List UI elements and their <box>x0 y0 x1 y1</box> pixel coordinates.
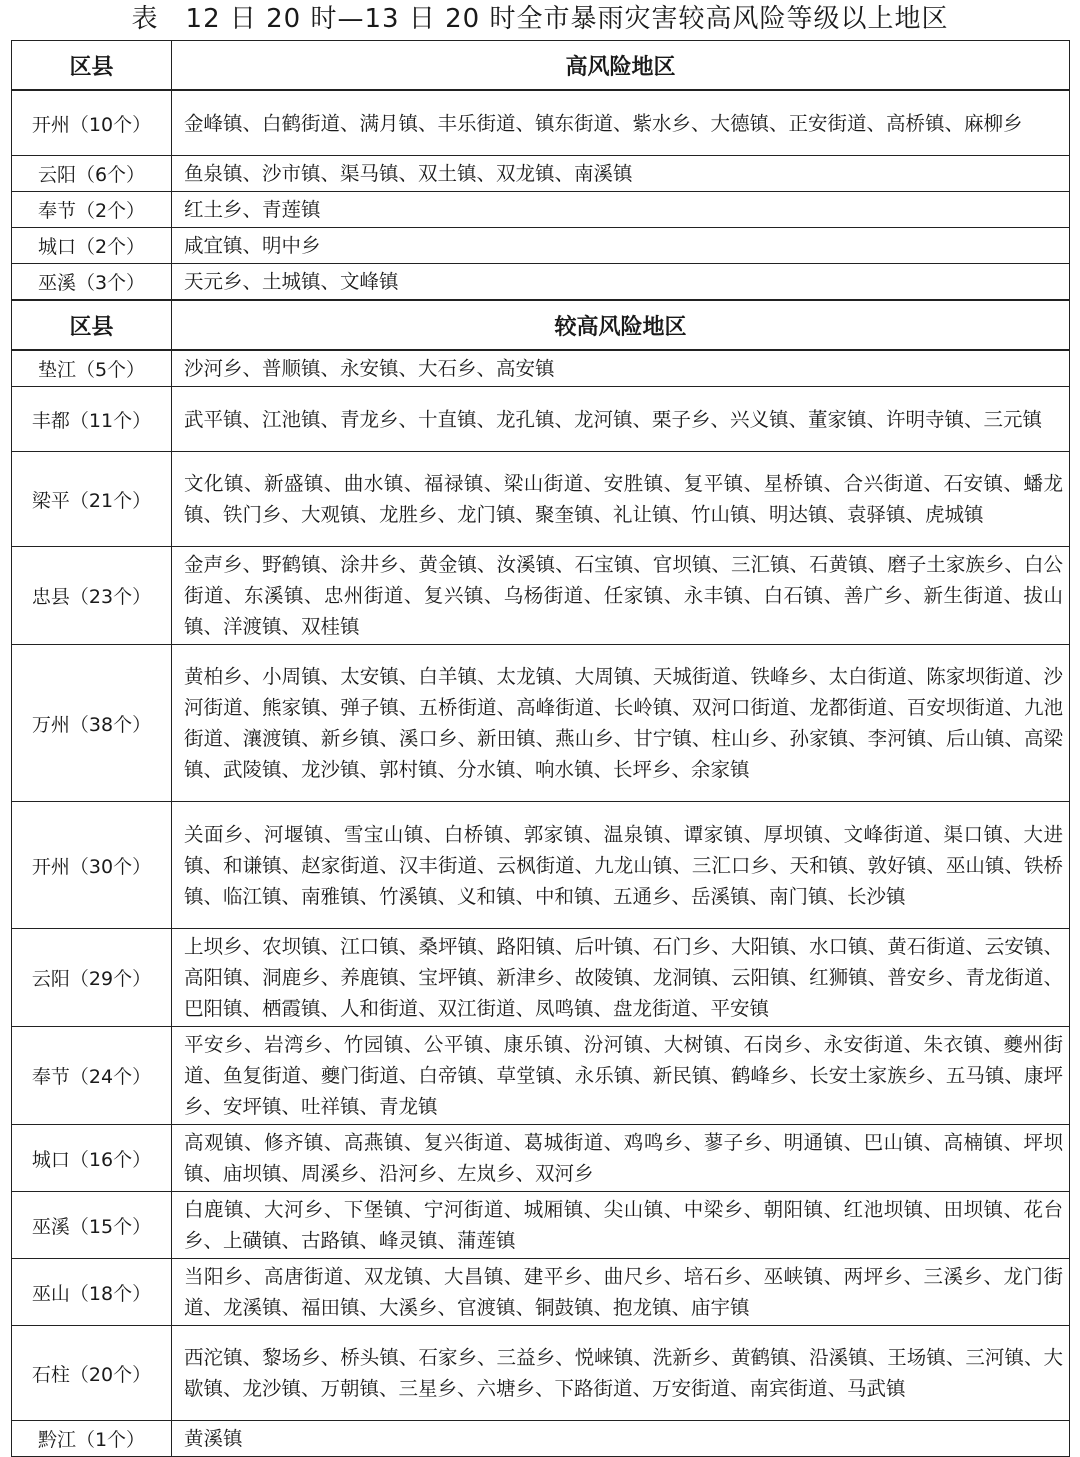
table-row <box>12 1125 1070 1192</box>
areas-cell: 黄溪镇 <box>172 1421 1070 1457</box>
areas-cell: 天元乡、土城镇、文峰镇 <box>172 264 1070 301</box>
district-cell: 丰都（11个） <box>12 387 172 452</box>
table-row <box>12 1192 1070 1259</box>
table-row <box>12 1027 1070 1125</box>
areas-cell: 平安乡、岩湾乡、竹园镇、公平镇、康乐镇、汾河镇、大树镇、石岗乡、永安街道、朱衣镇、夔州街道、鱼复街道、夔门街道、白帝镇、草堂镇、永乐镇、新民镇、鹤峰乡、长安土家族乡、五马镇、康坪乡、安坪镇、吐祥镇、青龙镇 <box>172 1027 1070 1125</box>
district-cell: 云阳（6个） <box>12 156 172 192</box>
district-cell: 城口（2个） <box>12 228 172 264</box>
table-row <box>12 350 1070 387</box>
areas-cell: 关面乡、河堰镇、雪宝山镇、白桥镇、郭家镇、温泉镇、谭家镇、厚坝镇、文峰街道、渠口镇、大进镇、和谦镇、赵家街道、汉丰街道、云枫街道、九龙山镇、三汇口乡、天和镇、敦好镇、巫山镇、铁桥镇、临江镇、南雅镇、竹溪镇、义和镇、中和镇、五通乡、岳溪镇、南门镇、长沙镇 <box>172 802 1070 929</box>
table-row <box>12 802 1070 929</box>
table-row <box>12 90 1070 156</box>
table-row <box>12 264 1070 301</box>
column-header-risk-level: 较高风险地区 <box>172 300 1070 350</box>
district-cell: 奉节（2个） <box>12 192 172 228</box>
table-row <box>12 645 1070 802</box>
district-cell: 垫江（5个） <box>12 350 172 387</box>
areas-cell: 金峰镇、白鹤街道、满月镇、丰乐街道、镇东街道、紫水乡、大德镇、正安街道、高桥镇、麻柳乡 <box>172 90 1070 156</box>
areas-cell: 金声乡、野鹤镇、涂井乡、黄金镇、汝溪镇、石宝镇、官坝镇、三汇镇、石黄镇、磨子土家族乡、白公街道、东溪镇、忠州街道、复兴镇、乌杨街道、任家镇、永丰镇、白石镇、善广乡、新生街道、拔山镇、洋渡镇、双桂镇 <box>172 547 1070 645</box>
table-row <box>12 929 1070 1027</box>
areas-cell: 白鹿镇、大河乡、下堡镇、宁河街道、城厢镇、尖山镇、中梁乡、朝阳镇、红池坝镇、田坝镇、花台乡、上磺镇、古路镇、峰灵镇、蒲莲镇 <box>172 1192 1070 1259</box>
risk-area-table <box>11 40 1070 1457</box>
district-cell: 石柱（20个） <box>12 1326 172 1421</box>
column-header-risk-level: 高风险地区 <box>172 41 1070 91</box>
section-header-row <box>12 300 1070 350</box>
areas-cell: 上坝乡、农坝镇、江口镇、桑坪镇、路阳镇、后叶镇、石门乡、大阳镇、水口镇、黄石街道、云安镇、高阳镇、洞鹿乡、养鹿镇、宝坪镇、新津乡、故陵镇、龙洞镇、云阳镇、红狮镇、普安乡、青龙街道、巴阳镇、栖霞镇、人和街道、双江街道、凤鸣镇、盘龙街道、平安镇 <box>172 929 1070 1027</box>
district-cell: 万州（38个） <box>12 645 172 802</box>
table-row <box>12 547 1070 645</box>
district-cell: 黔江（1个） <box>12 1421 172 1457</box>
areas-cell: 文化镇、新盛镇、曲水镇、福禄镇、梁山街道、安胜镇、复平镇、星桥镇、合兴街道、石安镇、蟠龙镇、铁门乡、大观镇、龙胜乡、龙门镇、聚奎镇、礼让镇、竹山镇、明达镇、袁驿镇、虎城镇 <box>172 452 1070 547</box>
district-cell: 开州（10个） <box>12 90 172 156</box>
column-header-district: 区县 <box>12 300 172 350</box>
areas-cell: 咸宜镇、明中乡 <box>172 228 1070 264</box>
district-cell: 巫溪（15个） <box>12 1192 172 1259</box>
areas-cell: 西沱镇、黎场乡、桥头镇、石家乡、三益乡、悦崃镇、洗新乡、黄鹤镇、沿溪镇、王场镇、三河镇、大歇镇、龙沙镇、万朝镇、三星乡、六塘乡、下路街道、万安街道、南宾街道、马武镇 <box>172 1326 1070 1421</box>
column-header-district: 区县 <box>12 41 172 91</box>
district-cell: 巫溪（3个） <box>12 264 172 301</box>
areas-cell: 红土乡、青莲镇 <box>172 192 1070 228</box>
table-row <box>12 452 1070 547</box>
areas-cell: 武平镇、江池镇、青龙乡、十直镇、龙孔镇、龙河镇、栗子乡、兴义镇、董家镇、许明寺镇、三元镇 <box>172 387 1070 452</box>
district-cell: 开州（30个） <box>12 802 172 929</box>
areas-cell: 高观镇、修齐镇、高燕镇、复兴街道、葛城街道、鸡鸣乡、蓼子乡、明通镇、巴山镇、高楠镇、坪坝镇、庙坝镇、周溪乡、沿河乡、左岚乡、双河乡 <box>172 1125 1070 1192</box>
table-row <box>12 387 1070 452</box>
table-row <box>12 228 1070 264</box>
table-row <box>12 1259 1070 1326</box>
areas-cell: 当阳乡、高唐街道、双龙镇、大昌镇、建平乡、曲尺乡、培石乡、巫峡镇、两坪乡、三溪乡、龙门街道、龙溪镇、福田镇、大溪乡、官渡镇、铜鼓镇、抱龙镇、庙宇镇 <box>172 1259 1070 1326</box>
district-cell: 忠县（23个） <box>12 547 172 645</box>
district-cell: 巫山（18个） <box>12 1259 172 1326</box>
district-cell: 云阳（29个） <box>12 929 172 1027</box>
district-cell: 奉节（24个） <box>12 1027 172 1125</box>
table-title: 表 12 日 20 时—13 日 20 时全市暴雨灾害较高风险等级以上地区 <box>131 4 949 34</box>
section-header-row <box>12 41 1070 91</box>
areas-cell: 沙河乡、普顺镇、永安镇、大石乡、高安镇 <box>172 350 1070 387</box>
areas-cell: 鱼泉镇、沙市镇、渠马镇、双土镇、双龙镇、南溪镇 <box>172 156 1070 192</box>
district-cell: 梁平（21个） <box>12 452 172 547</box>
table-row <box>12 1421 1070 1457</box>
table-body <box>12 41 1070 1457</box>
district-cell: 城口（16个） <box>12 1125 172 1192</box>
table-row <box>12 1326 1070 1421</box>
areas-cell: 黄柏乡、小周镇、太安镇、白羊镇、太龙镇、大周镇、天城街道、铁峰乡、太白街道、陈家坝街道、沙河街道、熊家镇、弹子镇、五桥街道、高峰街道、长岭镇、双河口街道、龙都街道、百安坝街道、九池街道、瀼渡镇、新乡镇、溪口乡、新田镇、燕山乡、甘宁镇、柱山乡、孙家镇、李河镇、后山镇、高梁镇、武陵镇、龙沙镇、郭村镇、分水镇、响水镇、长坪乡、余家镇 <box>172 645 1070 802</box>
table-row <box>12 156 1070 192</box>
table-row <box>12 192 1070 228</box>
